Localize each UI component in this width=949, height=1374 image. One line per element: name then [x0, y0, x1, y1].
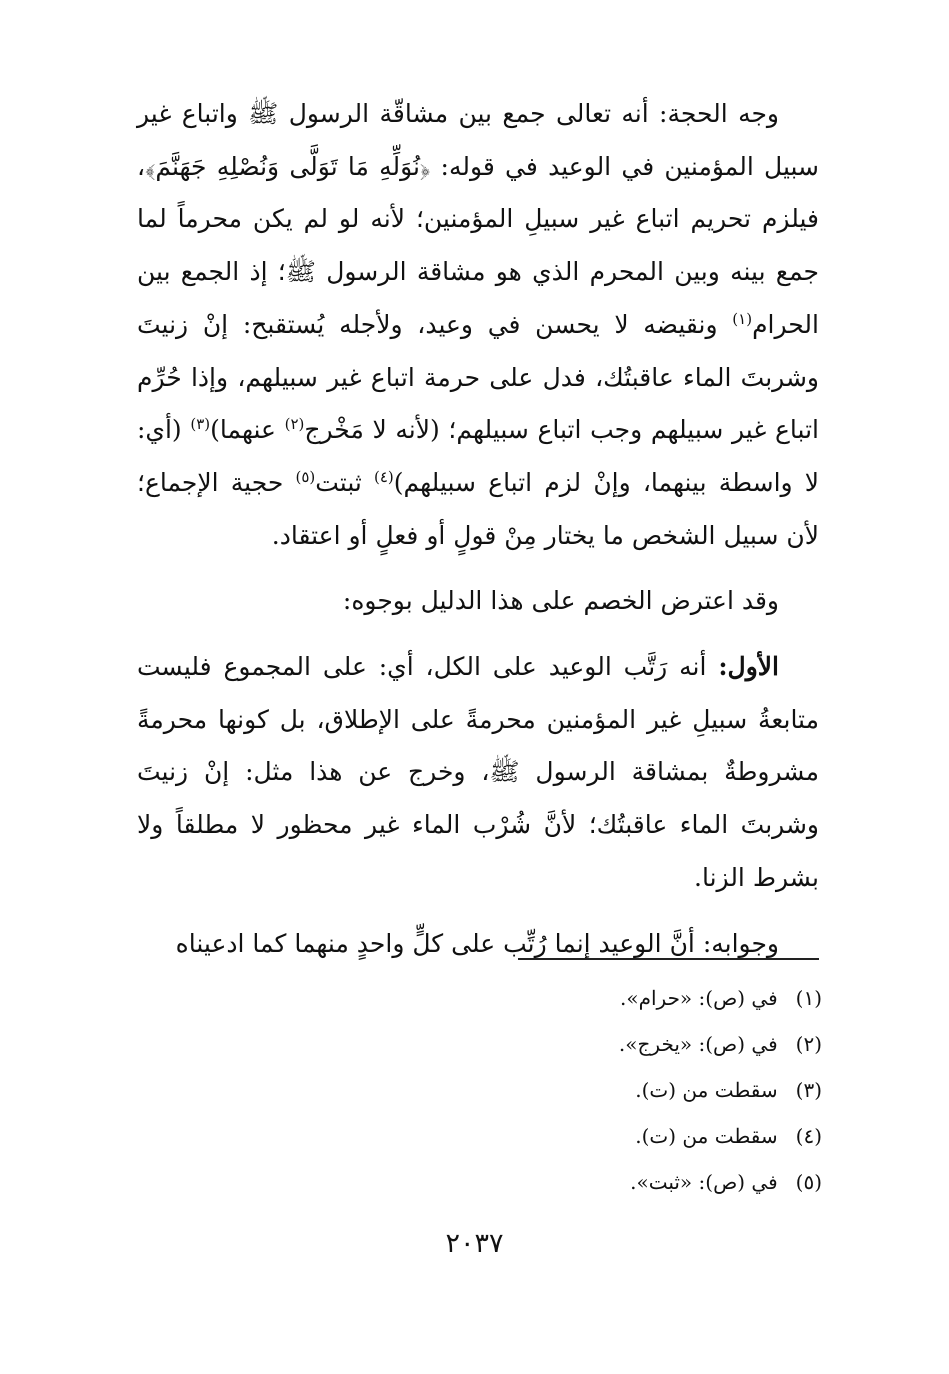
paragraph-text: ونقيضه لا يحسن في وعيد، ولأجله يُستقبح: إنْ زنيتَ وشربتَ الماء عاقبتُك، فدل على حرمة اتباع غير سبيلهم، وإذا حُرِّم اتباع غير سبيلهم وجب اتباع سبيلهم؛ (لأنه لا مَخْرج [137, 309, 819, 445]
footnote-item [400, 1067, 822, 1113]
footnote-separator [518, 958, 819, 960]
footnote-ref-4: (٤) [373, 467, 394, 486]
paragraph-objection-intro: وقد اعترض الخصم على هذا الدليل بوجوه: [342, 586, 779, 616]
footnote-number: (١) [795, 986, 822, 1010]
footnote-number: (٢) [795, 1032, 822, 1056]
paragraph-answer: وجوابه: أنَّ الوعيد إنما رُتِّب على كلٍّ واحدٍ منهما كما ادعيناه [175, 928, 779, 958]
footnote-item [400, 1021, 822, 1067]
paragraph-text: ثبتت [315, 467, 374, 497]
objection-heading: الأول: [718, 652, 779, 682]
paragraph-text: عنهما) [210, 415, 285, 445]
footnotes-list [400, 975, 822, 1205]
footnote-ref-3: (٣) [190, 415, 211, 434]
footnote-text: سقطت من (ت). [635, 1124, 778, 1148]
footnote-text: في (ص): «يخرج». [618, 1032, 778, 1056]
footnote-number: (٣) [795, 1078, 822, 1102]
footnote-ref-5: (٥) [295, 467, 316, 486]
page-number: ٢٠٣٧ [445, 1228, 504, 1259]
footnote-text: في (ص): «حرام». [620, 986, 778, 1010]
footnote-item [400, 1159, 822, 1205]
footnote-ref-1: (١) [732, 309, 753, 328]
footnote-text: في (ص): «ثبت». [630, 1170, 778, 1194]
paragraph-text: حجية الإجماع؛ لأن سبيل الشخص ما يختار مِنْ قولٍ أو فعلٍ أو اعتقاد. [137, 467, 819, 550]
paragraph-text: وجه الحجة: أنه تعالى جمع بين مشاقّة الرسول ﷺ واتباع غير سبيل المؤمنين في الوعيد في قوله: ﴿نُوَلِّهِ مَا تَوَلَّى وَنُصْلِهِ جَهَنَّمَ﴾، فيلزم تحريم اتباع غير سبيلِ المؤمنين؛ لأنه لو لم يكن محرماً لما جمع بينه وبين المحرم الذي هو مشاقة الرسول ﷺ؛ إذ الجمع بين الحرام [137, 99, 819, 339]
footnote-item [400, 975, 822, 1021]
footnote-item [400, 1113, 822, 1159]
footnote-text: سقطت من (ت). [635, 1078, 778, 1102]
footnote-ref-2: (٢) [284, 415, 305, 434]
paragraph-argument [137, 88, 819, 562]
paragraph-text: أنه رَتَّب الوعيد على الكل، أي: على المجموع فليست متابعةُ سبيلِ غير المؤمنين محرمةً على الإطلاق، بل كونها محرمةً مشروطةٌ بمشاقة الرسول ﷺ، وخرج عن هذا مثل: إنْ زنيتَ وشربتَ الماء عاقبتُك؛ لأنَّ شُرْب الماء غير محظور لا مطلقاً ولا بشرط الزنا. [137, 652, 819, 892]
paragraph-first-objection [137, 641, 819, 905]
footnote-number: (٤) [795, 1124, 822, 1148]
footnote-number: (٥) [795, 1170, 822, 1194]
main-text [137, 88, 819, 970]
paragraph-text: (أي: لا واسطة بينهما، وإنْ لزم اتباع سبيلهم) [137, 415, 820, 497]
